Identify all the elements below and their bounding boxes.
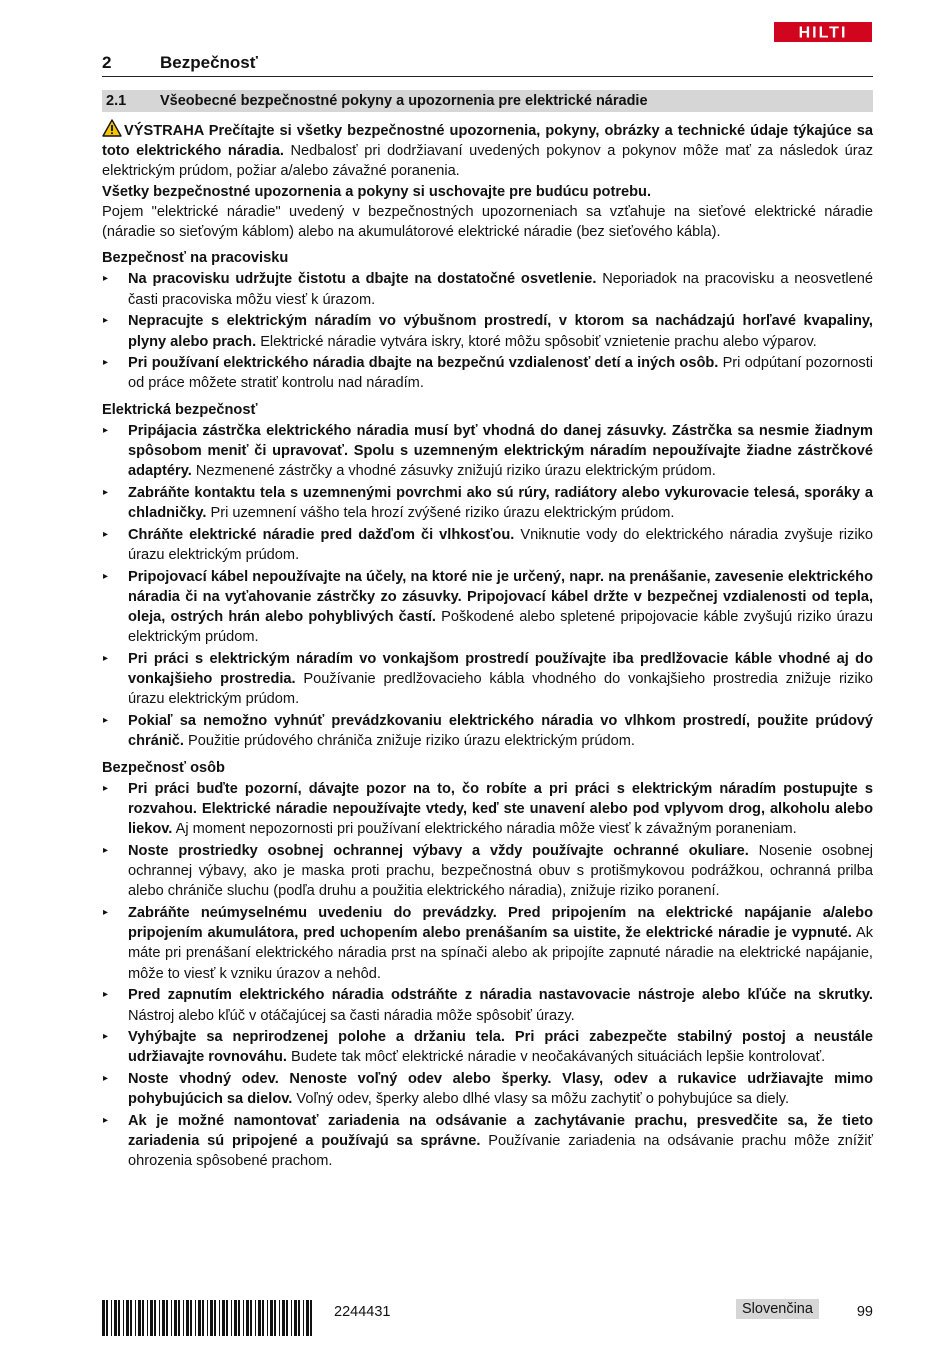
subsection-heading: Bezpečnosť osôb xyxy=(102,759,225,776)
barcode-bar xyxy=(258,1300,261,1336)
warning-bold-text: VÝSTRAHA Prečítajte si všetky bezpečnostné upozornenia, pokyny, obrázky a technické údaje týkajúce sa toto elektrického náradia. xyxy=(102,123,873,160)
bullet-arrow-icon: ▸ xyxy=(103,907,109,919)
barcode-bar xyxy=(154,1300,156,1336)
barcode-bar xyxy=(291,1300,292,1336)
item-bold-text: Pokiaľ sa nemožno vyhnúť prevádzkovaniu elektrického náradia vo vlhkom prostredí, použite prúdový chránič. xyxy=(128,713,873,750)
list-item xyxy=(102,353,873,393)
list-item xyxy=(102,985,873,1025)
barcode-bar xyxy=(135,1300,136,1336)
hilti-logo xyxy=(774,22,872,42)
bullet-arrow-icon: ▸ xyxy=(103,315,109,327)
doc-number: 2244431 xyxy=(334,1304,391,1320)
barcode-bar xyxy=(114,1300,117,1336)
bullet-arrow-icon: ▸ xyxy=(103,715,109,727)
warning-triangle-icon xyxy=(102,119,122,137)
hilti-logo-mark xyxy=(774,22,872,42)
item-bold-text: Pri práci buďte pozorní, dávajte pozor na to, čo robíte a pri práci s elektrickým náradím postupujte s rozvahou. Elektrické náradie nepoužívajte vtedy, keď ste unavení alebo pod vplyvom drog, alkoholu alebo liekov. xyxy=(128,780,873,838)
item-bold-text: Chráňte elektrické náradie pred dažďom či vlhkosťou. xyxy=(128,526,515,543)
item-text: Voľný odev, šperky alebo dlhé vlasy sa môžu zachytiť o pohybujúce sa diely. xyxy=(296,1091,790,1108)
warning-paragraph xyxy=(102,119,873,182)
item-bold-text: Pripojovací kábel nepoužívajte na účely, na ktoré nie je určený, napr. na prenášanie, zavesenie elektrického náradia či na vyťahovanie zástrčky zo zásuvky. Pripojovací kábel držte v bezpečnej vzdialenosti od tepla, oleja, ostrých hrán alebo pohyblivých častí. xyxy=(128,568,873,626)
list-item xyxy=(102,483,873,523)
item-bold-text: Zabráňte neúmyselnému uvedeniu do prevádzky. Pred pripojením na elektrické napájanie a/alebo pripojením akumulátora, pred uchopením alebo prenášaním sa uistite, že elektrické náradie je vypnuté. xyxy=(128,905,873,942)
svg-text:HILTI: HILTI xyxy=(798,24,848,42)
item-text: Poškodené alebo spletené pripojovacie káble zvyšujú riziko úrazu elektrickým prúdom. xyxy=(128,609,874,646)
barcode-bar xyxy=(234,1300,237,1336)
chapter-title: Bezpečnosť xyxy=(160,53,258,72)
barcode-bar xyxy=(222,1300,225,1336)
bullet-arrow-icon: ▸ xyxy=(103,1073,109,1085)
bullet-arrow-icon: ▸ xyxy=(103,570,109,582)
bullet-arrow-icon: ▸ xyxy=(103,486,109,498)
barcode-bar xyxy=(102,1300,105,1336)
barcode-bar xyxy=(226,1300,228,1336)
barcode-bar xyxy=(202,1300,204,1336)
barcode-bar xyxy=(282,1300,285,1336)
item-text: Aj moment nepozornosti pri používaní elektrického náradia môže viesť k závažným poraneniam. xyxy=(175,821,797,838)
item-bold-text: Nepracujte s elektrickým náradím vo výbušnom prostredí, v ktorom sa nachádzajú horľavé kvapaliny, plyny alebo prach. xyxy=(128,313,873,350)
item-text: Nástroj alebo kľúč v otáčajúcej sa časti náradia môže spôsobiť úrazy. xyxy=(128,1007,575,1024)
item-bold-text: Ak je možné namontovať zariadenia na odsávanie a zachytávanie prachu, presvedčite sa, že tieto zariadenia sú pripojené a používajú sa správne. xyxy=(128,1113,873,1150)
barcode-bar xyxy=(250,1300,252,1336)
barcode-bar xyxy=(166,1300,168,1336)
section-title: Všeobecné bezpečnostné pokyny a upozornenia pre elektrické náradie xyxy=(160,93,648,109)
barcode-bar xyxy=(207,1300,208,1336)
list-item xyxy=(102,1111,873,1172)
barcode-bar xyxy=(279,1300,280,1336)
barcode-bar xyxy=(310,1300,312,1336)
item-bold-text: Zabráňte kontaktu tela s uzemnenými povrchmi ako sú rúry, radiátory alebo vykurovacie telesá, sporáky a chladničky. xyxy=(128,484,873,522)
item-text: Používanie zariadenia na odsávanie prachu môže znížiť ohrozenia spôsobené prachom. xyxy=(128,1133,873,1170)
barcode-bar xyxy=(178,1300,180,1336)
barcode-bar xyxy=(147,1300,148,1336)
barcode xyxy=(102,1300,314,1336)
bullet-arrow-icon: ▸ xyxy=(103,653,109,665)
barcode-bar xyxy=(159,1300,160,1336)
item-text: Vniknutie vody do elektrického náradia zvyšuje riziko úrazu elektrickým prúdom. xyxy=(128,526,873,564)
item-bold-text: Pripájacia zástrčka elektrického náradia musí byť vhodná do danej zásuvky. Zástrčka sa nesmie žiadnym spôsobom meniť či upravovať. Spolu s uzemneným elektrickým náradím nepoužívajte žiadne zástrčkové adaptéry. xyxy=(128,422,873,480)
barcode-bar xyxy=(286,1300,288,1336)
barcode-bar xyxy=(198,1300,201,1336)
bullet-arrow-icon: ▸ xyxy=(103,782,109,794)
chapter-heading xyxy=(102,52,873,77)
barcode-bar xyxy=(118,1300,120,1336)
list-item xyxy=(102,1069,873,1109)
barcode-bar xyxy=(298,1300,300,1336)
item-text: Nezmenené zástrčky a vhodné zásuvky znižujú riziko úrazu elektrickým prúdom. xyxy=(195,463,716,480)
definition-paragraph: Pojem "elektrické náradie" uvedený v bezpečnostných upozorneniach sa vzťahuje na sieťové elektrické náradie (náradie so sieťovým káblom) alebo na akumulátorové elektrické náradie (bez sieťového kábla). xyxy=(102,203,873,241)
safety-groups xyxy=(102,248,873,1171)
item-text: Používanie predlžovacieho kábla vhodného do vonkajšieho prostredia znižuje riziko úrazu elektrickým prúdom. xyxy=(128,671,874,708)
warning-text: Nedbalosť pri dodržiavaní uvedených pokynov a pokynov môže mať za následok úraz elektrickým prúdom, požiar a/alebo závažné poranenia. xyxy=(102,143,873,180)
subsection-heading: Bezpečnosť na pracovisku xyxy=(102,250,289,267)
bullet-arrow-icon: ▸ xyxy=(103,844,109,856)
barcode-bar xyxy=(306,1300,309,1336)
barcode-bar xyxy=(190,1300,192,1336)
list-item xyxy=(102,779,873,840)
item-bold-text: Pri používaní elektrického náradia dbajte na bezpečnú vzdialenosť detí a iných osôb. xyxy=(128,355,719,372)
barcode-bar xyxy=(255,1300,256,1336)
barcode-bar xyxy=(246,1300,249,1336)
item-text: Pri uzemnení vášho tela hrozí zvýšené riziko úrazu elektrickým prúdom. xyxy=(210,505,675,522)
item-text: Nosenie osobnej ochrannej výbavy, ako je maska proti prachu, bezpečnostná obuv s protišmykovou podrážkou, ochranná prilba alebo chrániče sluchu (podľa druhu a použitia elektrického náradia), znižuje riziko poranení. xyxy=(128,842,873,900)
item-text: Elektrické náradie vytvára iskry, ktoré môžu spôsobiť vznietenie prachu alebo výparov. xyxy=(260,333,817,350)
bullet-arrow-icon: ▸ xyxy=(103,989,109,1001)
barcode-bar xyxy=(262,1300,264,1336)
barcode-bar xyxy=(270,1300,273,1336)
bullet-arrow-icon: ▸ xyxy=(103,357,109,369)
list-item xyxy=(102,841,873,902)
keep-instructions-text: Všetky bezpečnostné upozornenia a pokyny si uschovajte pre budúcu potrebu. xyxy=(102,183,651,200)
barcode-bar xyxy=(238,1300,240,1336)
barcode-bar xyxy=(126,1300,129,1336)
barcode-bar xyxy=(303,1300,304,1336)
barcode-bar xyxy=(138,1300,141,1336)
subsection-heading: Elektrická bezpečnosť xyxy=(102,401,258,418)
bullet-arrow-icon: ▸ xyxy=(103,424,109,436)
item-text: Ak máte pri prenášaní elektrického náradia prst na spínači alebo ak pripojíte zapnuté náradie na elektrické napájanie, môže to viesť k vzniku úrazov a nehôd. xyxy=(128,925,873,982)
barcode-bar xyxy=(174,1300,177,1336)
keep-instructions xyxy=(102,182,873,202)
bullet-arrow-icon: ▸ xyxy=(103,1115,109,1127)
chapter-number: 2 xyxy=(102,53,112,72)
barcode-bar xyxy=(186,1300,189,1336)
section-number: 2.1 xyxy=(106,93,127,109)
page-footer xyxy=(102,1296,873,1330)
list-item xyxy=(102,903,873,984)
list-item xyxy=(102,525,873,565)
list-item xyxy=(102,311,873,351)
language-label: Slovenčina xyxy=(736,1299,819,1319)
document-body xyxy=(102,119,873,1172)
item-text: Použitie prúdového chrániča znižuje riziko úrazu elektrickým prúdom. xyxy=(188,733,635,750)
list-item xyxy=(102,711,873,751)
barcode-bar xyxy=(162,1300,165,1336)
item-bold-text: Pred zapnutím elektrického náradia odstráňte z náradia nastavovacie nástroje alebo kľúče na skrutky. xyxy=(128,987,873,1004)
list-item xyxy=(102,567,873,648)
barcode-bar xyxy=(243,1300,244,1336)
page-number: 99 xyxy=(856,1304,873,1320)
barcode-bar xyxy=(142,1300,144,1336)
bullet-arrow-icon: ▸ xyxy=(103,528,109,540)
item-bold-text: Pri práci s elektrickým náradím vo vonkajšom prostredí používajte iba predlžovacie káble vhodné aj do vonkajšieho prostredia. xyxy=(128,651,873,688)
safety-list xyxy=(102,269,873,393)
barcode-bar xyxy=(123,1300,124,1336)
item-text: Budete tak môcť elektrické náradie v neočakávaných situáciách lepšie kontrolovať. xyxy=(291,1049,826,1066)
barcode-bar xyxy=(219,1300,220,1336)
item-text: Pri odpútaní pozornosti od práce môžete stratiť kontrolu nad náradím. xyxy=(128,355,873,392)
item-bold-text: Noste prostriedky osobnej ochrannej výbavy a vždy používajte ochranné okuliare. xyxy=(128,842,749,859)
item-bold-text: Noste vhodný odev. Nenoste voľný odev alebo šperky. Vlasy, odev a rukavice udržiavajte mimo pohybujúcich sa dielov. xyxy=(128,1071,873,1108)
safety-list xyxy=(102,421,873,752)
list-item xyxy=(102,1027,873,1067)
list-item xyxy=(102,269,873,309)
list-item xyxy=(102,421,873,482)
barcode-bar xyxy=(150,1300,153,1336)
barcode-bar xyxy=(274,1300,276,1336)
barcode-bar xyxy=(267,1300,268,1336)
item-text: Neporiadok na pracovisku a neosvetlené časti pracoviska môžu viesť k úrazom. xyxy=(128,271,873,308)
barcode-bar xyxy=(183,1300,184,1336)
item-bold-text: Na pracovisku udržujte čistotu a dbajte na dostatočné osvetlenie. xyxy=(128,271,597,288)
safety-list xyxy=(102,779,873,1172)
item-bold-text: Vyhýbajte sa neprirodzenej polohe a držaniu tela. Pri práci zabezpečte stabilný postoj a neustále udržiavajte rovnováhu. xyxy=(128,1029,873,1066)
barcode-bar xyxy=(106,1300,108,1336)
barcode-bar xyxy=(231,1300,232,1336)
barcode-bar xyxy=(171,1300,172,1336)
bullet-arrow-icon: ▸ xyxy=(103,273,109,285)
barcode-bar xyxy=(130,1300,132,1336)
barcode-bar xyxy=(195,1300,196,1336)
barcode-bar xyxy=(210,1300,213,1336)
barcode-bar xyxy=(111,1300,112,1336)
barcode-bar xyxy=(294,1300,297,1336)
bullet-arrow-icon: ▸ xyxy=(103,1031,109,1043)
list-item xyxy=(102,649,873,710)
section-heading xyxy=(102,90,873,112)
barcode-bar xyxy=(214,1300,216,1336)
